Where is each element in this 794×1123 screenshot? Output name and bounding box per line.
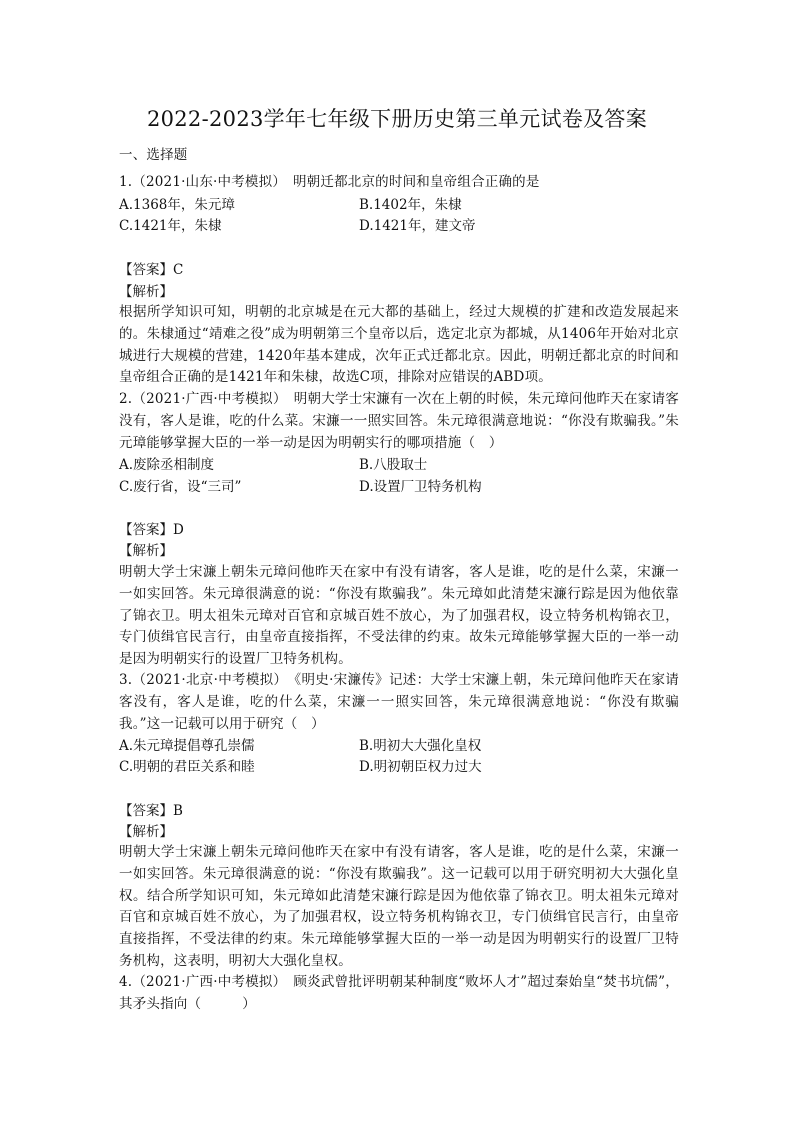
question-4-stem: 4.（2021·广西·中考模拟） 顾炎武曾批评明朝某种制度“败坏人才”超过秦始皇“焚书坑儒”，其矛头指向（ ） — [119, 974, 679, 1012]
question-1-option-d: D.1421年，建文帝 — [359, 218, 476, 234]
question-3-option-b: B.明初大大强化皇权 — [359, 738, 482, 754]
question-2-option-d: D.设置厂卫特务机构 — [359, 479, 482, 495]
question-2-stem: 2.（2021·广西·中考模拟） 明朝大学士宋濂有一次在上朝的时候，朱元璋问他昨天在家请客没有，客人是谁，吃的什么菜。宋濂一一照实回答。朱元璋很满意地说：“你没有欺骗我。”朱元璋能够掌握大臣的一举一动是因为明朝实行的哪项措施（ ） — [119, 391, 679, 451]
question-3-option-d: D.明初朝臣权力过大 — [359, 759, 482, 775]
question-1-analysis: 根据所学知识可知，明朝的北京城是在元大都的基础上，经过大规模的扩建和改造发展起来的。朱棣通过“靖难之役”成为明朝第三个皇帝以后，选定北京为都城，从1406年开始对北京城进行大规模的营建，1420年基本建成，次年正式迁都北京。因此，明朝迁都北京的时间和皇帝组合正确的是1421年和朱棣，故选C项，排除对应错误的ABD项。 — [119, 304, 679, 386]
question-1-option-b: B.1402年，朱棣 — [359, 197, 462, 213]
question-2-option-c: C.废行省，设“三司” — [119, 479, 242, 495]
question-3-answer: 【答案】B — [119, 803, 183, 819]
question-1-answer: 【答案】C — [119, 262, 184, 278]
question-2-option-a: A.废除丞相制度 — [119, 457, 215, 473]
question-2-analysis: 明朝大学士宋濂上朝朱元璋问他昨天在家中有没有请客，客人是谁，吃的是什么菜，宋濂一一如实回答。朱元璋很满意的说：“你没有欺骗我”。朱元璋如此清楚宋濂行踪是因为他依靠了锦衣卫。明太祖朱元璋对百官和京城百姓不放心，为了加强君权，设立特务机构锦衣卫，专门侦缉官民言行，由皇帝直接指挥，不受法律的约束。故朱元璋能够掌握大臣的一举一动是因为明朝实行的设置厂卫特务机构。 — [119, 564, 679, 668]
question-2-answer: 【答案】D — [119, 522, 184, 538]
question-1-analysis-label: 【解析】 — [119, 284, 173, 300]
section-heading: 一、选择题 — [119, 147, 188, 163]
question-3-stem: 3.（2021·北京·中考模拟） 《明史·宋濂传》记述：大学士宋濂上朝，朱元璋问他昨天在家请客没有，客人是谁，吃的什么菜，宋濂一一照实回答，朱元璋很满意地说：“你没有欺骗我。”这一记载可以用于研究（ ） — [119, 672, 679, 732]
question-3-option-c: C.明朝的君臣关系和睦 — [119, 759, 255, 775]
question-1-option-c: C.1421年，朱棣 — [119, 218, 222, 234]
question-3-analysis-label: 【解析】 — [119, 824, 173, 840]
document-title: 2022-2023学年七年级下册历史第三单元试卷及答案 — [146, 107, 648, 131]
question-2-option-b: B.八股取士 — [359, 457, 428, 473]
question-3-analysis: 明朝大学士宋濂上朝朱元璋问他昨天在家中有没有请客，客人是谁，吃的是什么菜，宋濂一一如实回答。朱元璋很满意的说：“你没有欺骗我”。这一记载可以用于研究明初大大强化皇权。结合所学知识可知，朱元璋如此清楚宋濂行踪是因为他依靠了锦衣卫。明太祖朱元璋对百官和京城百姓不放心，为了加强君权，设立特务机构锦衣卫，专门侦缉官民言行，由皇帝直接指挥，不受法律的约束。朱元璋能够掌握大臣的一举一动是因为明朝实行的设置厂卫特务机构，这表明，明初大大强化皇权。 — [119, 844, 679, 969]
question-1-stem: 1.（2021·山东·中考模拟） 明朝迁都北京的时间和皇帝组合正确的是 — [119, 174, 540, 190]
question-3-option-a: A.朱元璋提倡尊孔崇儒 — [119, 738, 255, 754]
question-2-analysis-label: 【解析】 — [119, 543, 173, 559]
question-1-option-a: A.1368年，朱元璋 — [119, 197, 235, 213]
